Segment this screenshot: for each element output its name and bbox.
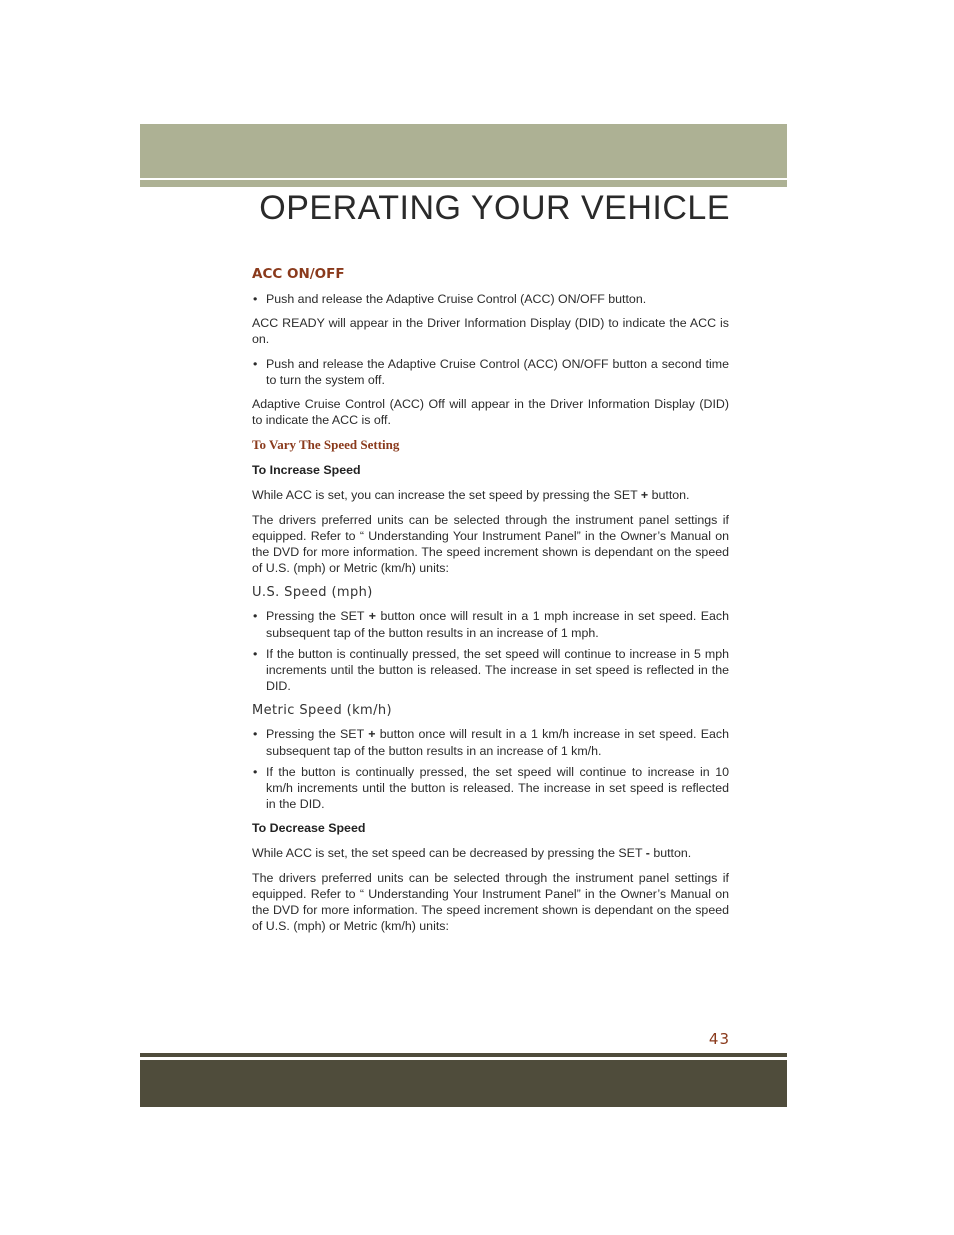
list-item: • If the button is continually pressed, the set speed will continue to increase in 10 km/h increments until the button is released. The increase in set speed is reflected in the DID. [252, 764, 729, 813]
plus-symbol: + [640, 488, 649, 503]
section-title: OPERATING YOUR VEHICLE [259, 189, 730, 227]
list-item: • Push and release the Adaptive Cruise Control (ACC) ON/OFF button a second time to turn the system off. [252, 356, 729, 388]
text-run: Pressing the SET [266, 609, 369, 624]
acc-off-paragraph: Adaptive Cruise Control (ACC) Off will appear in the Driver Information Display (DID) to indicate the ACC is off. [252, 397, 729, 428]
acc-off-list [252, 356, 729, 388]
header-band [140, 124, 787, 178]
list-item [252, 726, 729, 758]
increase-speed-paragraph [252, 487, 729, 503]
page-number: 43 [708, 1030, 730, 1048]
plus-symbol: + [368, 609, 376, 624]
text-run: button once will result in a 1 km/h increase in set speed. Each subsequent tap of the button results in an increase of 1 km/h. [266, 727, 729, 758]
vary-speed-heading: To Vary The Speed Setting [252, 437, 400, 453]
decrease-speed-heading: To Decrease Speed [252, 821, 366, 836]
header-divider [140, 180, 787, 187]
units-paragraph: The drivers preferred units can be selected through the instrument panel settings if equipped. Refer to “ Understanding Your Instrument Panel” in the Owner’s Manual on the DVD for more information. The speed increment shown is dependant on the speed of U.S. (mph) or Metric (km/h) units: [252, 512, 729, 576]
list-item [252, 608, 729, 640]
decrease-units-paragraph: The drivers preferred units can be selected through the instrument panel settings if equipped. Refer to “ Understanding Your Instrument Panel” in the Owner’s Manual on the DVD for more information. The speed increment shown is dependant on the speed of U.S. (mph) or Metric (km/h) units: [252, 870, 729, 934]
acc-on-list [252, 291, 729, 307]
metric-speed-heading: Metric Speed (km/h) [252, 703, 392, 719]
text-run: Pressing the SET [266, 727, 369, 742]
decrease-speed-paragraph [252, 845, 729, 861]
text-run: button. [649, 846, 692, 861]
metric-speed-list [252, 726, 729, 812]
list-item: • If the button is continually pressed, the set speed will continue to increase in 5 mph increments until the button is released. The increase in set speed is reflected in the DID. [252, 646, 729, 695]
acc-on-off-heading: ACC ON/OFF [252, 266, 345, 282]
minus-symbol: - [645, 846, 650, 861]
acc-ready-paragraph: ACC READY will appear in the Driver Information Display (DID) to indicate the ACC is on. [252, 316, 729, 347]
increase-speed-heading: To Increase Speed [252, 463, 361, 478]
footer-divider [140, 1053, 787, 1057]
us-speed-heading: U.S. Speed (mph) [252, 585, 373, 601]
footer-band [140, 1060, 787, 1107]
text-run: button once will result in a 1 mph increase in set speed. Each subsequent tap of the button results in an increase of 1 mph. [266, 609, 730, 640]
us-speed-list [252, 608, 729, 694]
page-content [252, 265, 729, 942]
text-run: button. [648, 488, 690, 503]
plus-symbol: + [368, 727, 376, 742]
text-run: While ACC is set, the set speed can be decreased by pressing the SET [252, 846, 646, 861]
list-item: • Push and release the Adaptive Cruise Control (ACC) ON/OFF button. [252, 291, 729, 307]
text-run: While ACC is set, you can increase the set speed by pressing the SET [252, 488, 641, 503]
